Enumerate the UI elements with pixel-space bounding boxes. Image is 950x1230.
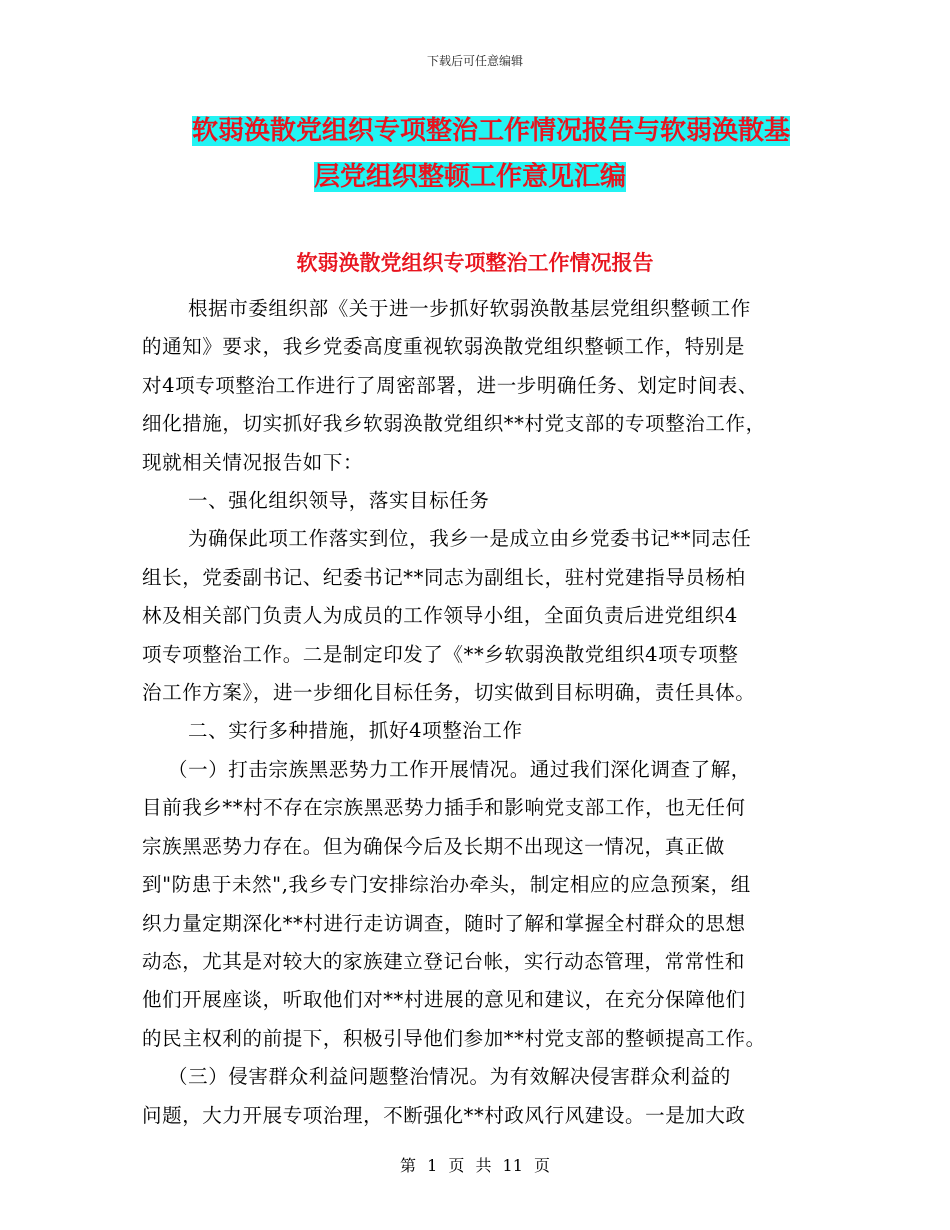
paragraph-line: 细化措施，切实抓好我乡软弱涣散党组织**村党支部的专项整治工作， <box>142 412 766 436</box>
paragraph-line: 他们开展座谈，听取他们对**村进展的意见和建议，在充分保障他们 <box>142 988 746 1012</box>
paragraph-line: 的通知》要求，我乡党委高度重视软弱涣散党组织整顿工作，特别是 <box>142 335 746 359</box>
body-text <box>142 290 817 1135</box>
paragraph-line: 林及相关部门负责人为成员的工作领导小组，全面负责后进党组织4 <box>142 604 738 628</box>
paragraph-line: 组长，党委副书记、纪委书记**同志为副组长，驻村党建指导员杨柏 <box>142 565 746 589</box>
paragraph-line: 问题，大力开展专项治理，不断强化**村政风行风建设。一是加大政 <box>142 1103 746 1127</box>
document-title-line-1: 软弱涣散党组织专项整治工作情况报告与软弱涣散基 <box>192 116 791 146</box>
section-heading-1: 一、强化组织领导，落实目标任务 <box>188 489 490 513</box>
paragraph-line: 宗族黑恶势力存在。但为确保今后及长期不出现这一情况，真正做 <box>142 834 725 858</box>
paragraph-line: 动态，尤其是对较大的家族建立登记台帐，实行动态管理，常常性和 <box>142 949 746 973</box>
page-footer: 第 1 页 共 11 页 <box>400 1156 550 1175</box>
paragraph-line: 治工作方案》，进一步细化目标任务，切实做到目标明确，责任具体。 <box>142 681 756 705</box>
paragraph-line: 目前我乡**村不存在宗族黑恶势力插手和影响党支部工作，也无任何 <box>142 796 746 820</box>
paragraph-line: 项专项整治工作。二是制定印发了《**乡软弱涣散党组织4项专项整 <box>142 642 739 666</box>
paragraph-line: 的民主权利的前提下，积极引导他们参加**村党支部的整顿提高工作。 <box>142 1026 766 1050</box>
paragraph-line: 现就相关情况报告如下： <box>142 450 364 474</box>
page-header-note: 下载后可任意编辑 <box>426 54 523 68</box>
paragraph-line: （一）打击宗族黑恶势力工作开展情况。通过我们深化调查了解， <box>168 757 751 781</box>
paragraph-line: 对4项专项整治工作进行了周密部署，进一步明确任务、划定时间表、 <box>142 373 759 397</box>
section-title: 软弱涣散党组织专项整治工作情况报告 <box>296 250 654 275</box>
paragraph-line: 根据市委组织部《关于进一步抓好软弱涣散基层党组织整顿工作 <box>188 297 751 320</box>
document-title-line-2: 层党组织整顿工作意见汇编 <box>314 162 627 192</box>
section-heading-2: 二、实行多种措施，抓好4项整治工作 <box>188 719 523 743</box>
paragraph-line: （三）侵害群众利益问题整治情况。为有效解决侵害群众利益的 <box>168 1065 731 1089</box>
paragraph-line: 到"防患于未然",我乡专门安排综治办牵头，制定相应的应急预案，组 <box>142 873 751 897</box>
document-title <box>170 108 810 200</box>
paragraph-line: 为确保此项工作落实到位，我乡一是成立由乡党委书记**同志任 <box>188 527 752 551</box>
paragraph-line: 织力量定期深化**村进行走访调查，随时了解和掌握全村群众的思想 <box>142 911 746 935</box>
